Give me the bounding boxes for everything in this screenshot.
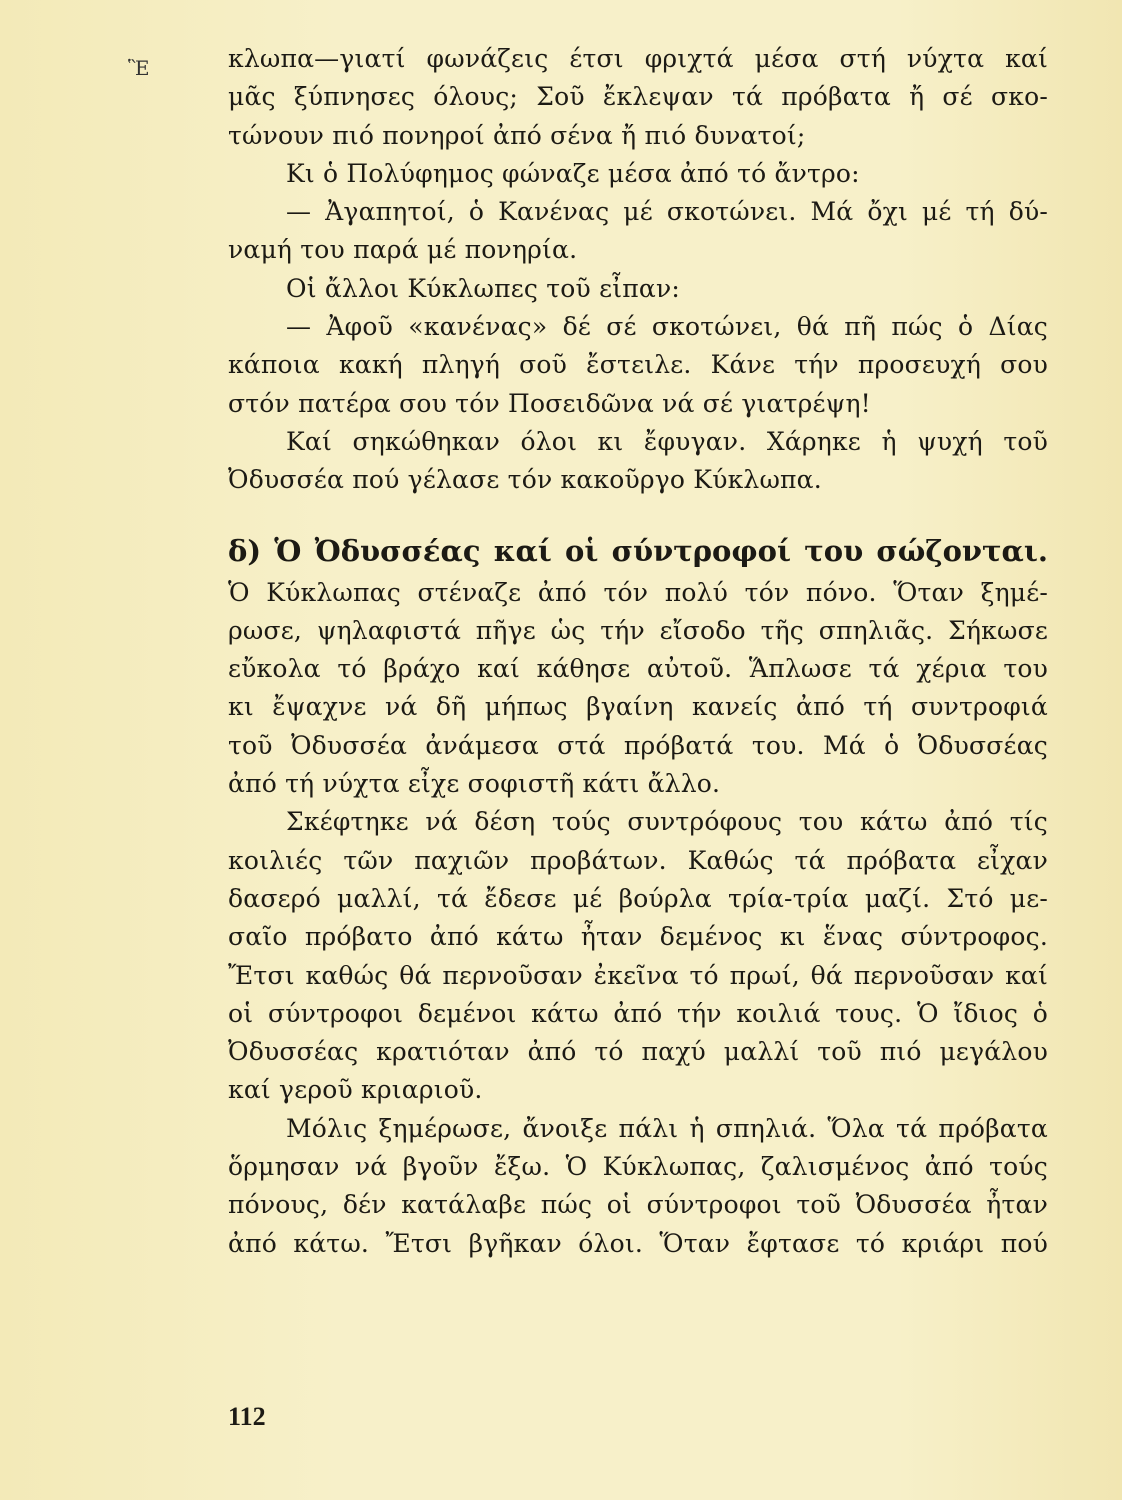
text-line: Σκέφτηκε νά δέση τούς συντρόφους του κάτω ἀπό τίς — [286, 807, 1048, 837]
section-gap — [228, 500, 1048, 528]
text-line: κάποια κακή πληγή σοῦ ἔστειλε. Κάνε τήν προσευχή σου — [228, 350, 1048, 380]
text-line: ὅρμησαν νά βγοῦν ἔξω. Ὁ Κύκλωπας, ζαλισμένος ἀπό τούς — [228, 1152, 1048, 1182]
text-line: καί γεροῦ κριαριοῦ. — [228, 1075, 483, 1105]
section-heading: δ) Ὁ Ὀδυσσέας καί οἱ σύντροφοί του σώζονται. — [228, 533, 1048, 568]
text-line: Ὀδυσσέας κρατιόταν ἀπό τό παχύ μαλλί τοῦ πιό μεγάλου — [228, 1037, 1048, 1067]
text-line: Ὁ Κύκλωπας στέναζε ἀπό τόν πολύ τόν πόνο. Ὅταν ξημέ- — [228, 577, 1048, 607]
text-line: σαῖο πρόβατο ἀπό κάτω ἦταν δεμένος κι ἕνας σύντροφος. — [228, 922, 1048, 952]
text-line: εὔκολα τό βράχο καί κάθησε αὐτοῦ. Ἅπλωσε τά χέρια του — [228, 654, 1048, 684]
page-number: 112 — [228, 1402, 266, 1431]
text-line: κοιλιές τῶν παχιῶν προβάτων. Καθώς τά πρόβατα εἶχαν — [228, 845, 1048, 875]
margin-mark: Ἓ — [128, 56, 150, 80]
text-line: Καί σηκώθηκαν όλοι κι ἔφυγαν. Χάρηκε ἡ ψυχή τοῦ — [286, 426, 1048, 456]
page-text — [228, 40, 1048, 1263]
paragraph-block-2 — [228, 574, 1048, 1263]
text-line: τώνουν πιό πονηροί ἀπό σένα ἤ πιό δυνατοί; — [228, 120, 806, 150]
text-line: μᾶς ξύπνησες όλους; Σοῦ ἔκλεψαν τά πρόβατα ἤ σέ σκο- — [228, 82, 1048, 112]
text-line: Μόλις ξημέρωσε, ἄνοιξε πάλι ἡ σπηλιά. Ὅλα τά πρόβατα — [286, 1113, 1048, 1143]
text-line: ρωσε, ψηλαφιστά πῆγε ὡς τήν εἴσοδο τῆς σπηλιᾶς. Σήκωσε — [228, 615, 1048, 645]
text-line: ἀπό κάτω. Ἔτσι βγῆκαν όλοι. Ὅταν ἔφτασε τό κριάρι πού — [228, 1228, 1048, 1258]
text-line: τοῦ Ὀδυσσέα ἀνάμεσα στά πρόβατά του. Μά ὁ Ὀδυσσέας — [228, 730, 1048, 760]
text-line: — Ἀγαπητοί, ὁ Κανένας μέ σκοτώνει. Μά ὄχι μέ τή δύ- — [286, 197, 1048, 227]
text-line: ναμή του παρά μέ πονηρία. — [228, 235, 578, 265]
text-line: κλωπα—γιατί φωνάζεις έτσι φριχτά μέσα στή νύχτα καί — [228, 44, 1048, 73]
text-line: δασερό μαλλί, τά ἔδεσε μέ βούρλα τρία-τρία μαζί. Στό με- — [228, 883, 1048, 913]
text-line: οἱ σύντροφοι δεμένοι κάτω ἀπό τήν κοιλιά τους. Ὁ ἴδιος ὁ — [228, 998, 1048, 1028]
text-line: Οἱ ἄλλοι Κύκλωπες τοῦ εἶπαν: — [286, 273, 680, 303]
text-line: Ἔτσι καθώς θά περνοῦσαν ἐκεῖνα τό πρωί, θά περνοῦσαν καί — [228, 960, 1048, 990]
paragraph-block-1 — [228, 40, 1048, 500]
text-line: πόνους, δέν κατάλαβε πώς οἱ σύντροφοι τοῦ Ὀδυσσέα ἦταν — [228, 1190, 1048, 1220]
text-line: — Ἀφοῦ «κανένας» δέ σέ σκοτώνει, θά πῆ πώς ὁ Δίας — [286, 312, 1048, 342]
text-line: Ὀδυσσέα πού γέλασε τόν κακοῦργο Κύκλωπα. — [228, 465, 822, 495]
text-line: κι ἔψαχνε νά δῆ μήπως βγαίνη κανείς ἀπό τή συντροφιά — [228, 692, 1048, 722]
text-line: Κι ὁ Πολύφημος φώναζε μέσα ἀπό τό ἄντρο: — [286, 158, 860, 188]
text-line: ἀπό τή νύχτα εἶχε σοφιστῆ κάτι ἄλλο. — [228, 769, 721, 799]
text-line: στόν πατέρα σου τόν Ποσειδῶνα νά σέ γιατρέψη! — [228, 388, 871, 418]
